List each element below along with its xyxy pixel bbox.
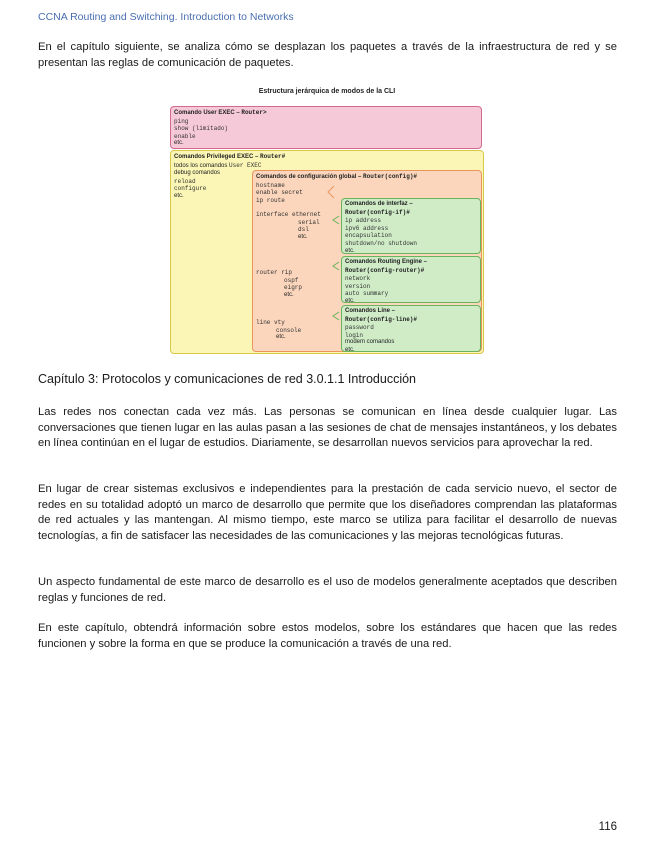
user-exec-title: Comando User EXEC – Router>: [174, 109, 267, 116]
global-config-cmd: enable secret: [256, 189, 303, 197]
user-exec-cmd: show (limitado): [174, 125, 229, 133]
interface-etc: etc.: [298, 233, 308, 240]
line-mode-cmd: login: [345, 331, 364, 339]
interface-variant: serial: [298, 218, 320, 226]
routing-mode-cmd: auto summary: [345, 290, 389, 298]
routing-mode-cmd: network: [345, 275, 371, 283]
line-mode-prompt: Router(config-line)#: [345, 315, 418, 323]
interface-command: interface ethernet: [256, 211, 321, 218]
line-mode-title: Comandos Line –: [345, 308, 396, 314]
arrow-global: [328, 186, 334, 198]
router-etc: etc.: [284, 291, 294, 298]
user-exec-cmd: enable: [174, 132, 196, 140]
global-config-cmd: hostname: [256, 181, 285, 189]
privileged-exec-cmd: configure: [174, 185, 207, 193]
line-command: line vty: [256, 319, 285, 326]
interface-mode-prompt: Router(config-if)#: [345, 208, 410, 216]
routing-mode-etc: etc.: [345, 297, 355, 303]
interface-variant: dsl: [298, 226, 309, 234]
router-variant: ospf: [284, 276, 299, 284]
section-heading: Capítulo 3: Protocolos y comunicaciones de red 3.0.1.1 Introducción: [38, 372, 416, 386]
arrow-line: [333, 312, 339, 320]
body-paragraph: Un aspecto fundamental de este marco de desarrollo es el uso de modelos generalmente aceptados que describen reglas y funciones de red.: [38, 576, 617, 604]
global-config-cmd: ip route: [256, 196, 285, 204]
connector-arrows: [170, 88, 484, 354]
routing-mode-title: Comandos Routing Engine –: [345, 259, 428, 265]
global-config-title: Comandos de configuración global – Router(config)#: [256, 173, 418, 180]
user-exec-cmd: ping: [174, 117, 189, 125]
page-number: 116: [598, 821, 617, 833]
routing-mode-cmd: version: [345, 282, 371, 290]
user-exec-etc: etc.: [174, 140, 184, 147]
arrow-interface: [333, 216, 339, 224]
intro-paragraph: En el capítulo siguiente, se analiza cómo se desplazan los paquetes a través de la infraestructura de red y se presentan las reglas de comunicación de paquetes.: [38, 41, 617, 69]
body-paragraph: Las redes nos conectan cada vez más. Las personas se comunican en línea desde cualquier lugar. Las conversaciones que tienen lugar en las aulas pasan a las sesiones de chat de mensajes instantáneos, y los debates en línea continúan en el lugar de estudios. Diariamente, se desarrollan nuevos servicios para aprovechar la red.: [38, 406, 617, 450]
router-variant: eigrp: [284, 284, 303, 292]
interface-mode-cmd: ip address: [345, 217, 382, 225]
interface-mode-cmd: ipv6 address: [345, 224, 389, 232]
privileged-exec-cmd: reload: [174, 177, 196, 185]
router-command: router rip: [256, 269, 293, 276]
line-mode-etc: etc.: [345, 346, 355, 352]
privileged-exec-title: Comandos Privileged EXEC – Router#: [174, 153, 286, 160]
cli-hierarchy-diagram: [170, 88, 484, 354]
line-variant: console: [276, 326, 302, 334]
privileged-exec-etc: etc.: [174, 192, 184, 199]
running-header: CCNA Routing and Switching. Introduction to Networks: [38, 11, 294, 23]
routing-mode-prompt: Router(config-router)#: [345, 266, 425, 274]
line-mode-text: modem comandos: [345, 339, 395, 346]
line-etc: etc.: [276, 334, 286, 341]
body-paragraph: En lugar de crear sistemas exclusivos e independientes para la prestación de cada servicio nuevo, el sector de redes en su totalidad adoptó un marco de desarrollo que permite que los diseñadores comprendan las plataformas de red actuales y las mantengan. Al mismo tiempo, este marco se utiliza para facilitar el desarrollo de nuevas tecnologías, a fin de satisfacer las necesidades de las comunicaciones y las mejoras tecnológicas futuras.: [38, 483, 617, 542]
privileged-exec-debug: debug comandos: [174, 170, 221, 177]
body-paragraph: En este capítulo, obtendrá información sobre estos modelos, sobre los estándares que hacen que las redes funcionen y sobre la forma en que se produce la comunicación a través de una red.: [38, 622, 617, 650]
interface-mode-cmd: encapsulation: [345, 232, 392, 240]
line-mode-cmd: password: [345, 324, 374, 332]
interface-mode-cmd: shutdown/no shutdown: [345, 239, 418, 247]
interface-mode-etc: etc.: [345, 247, 355, 254]
privileged-exec-note: todos los comandos User EXEC: [174, 161, 262, 169]
interface-mode-title: Comandos de interfaz –: [345, 201, 413, 207]
diagram-title: Estructura jerárquica de modos de la CLI: [258, 88, 396, 95]
arrow-routing: [333, 262, 339, 270]
